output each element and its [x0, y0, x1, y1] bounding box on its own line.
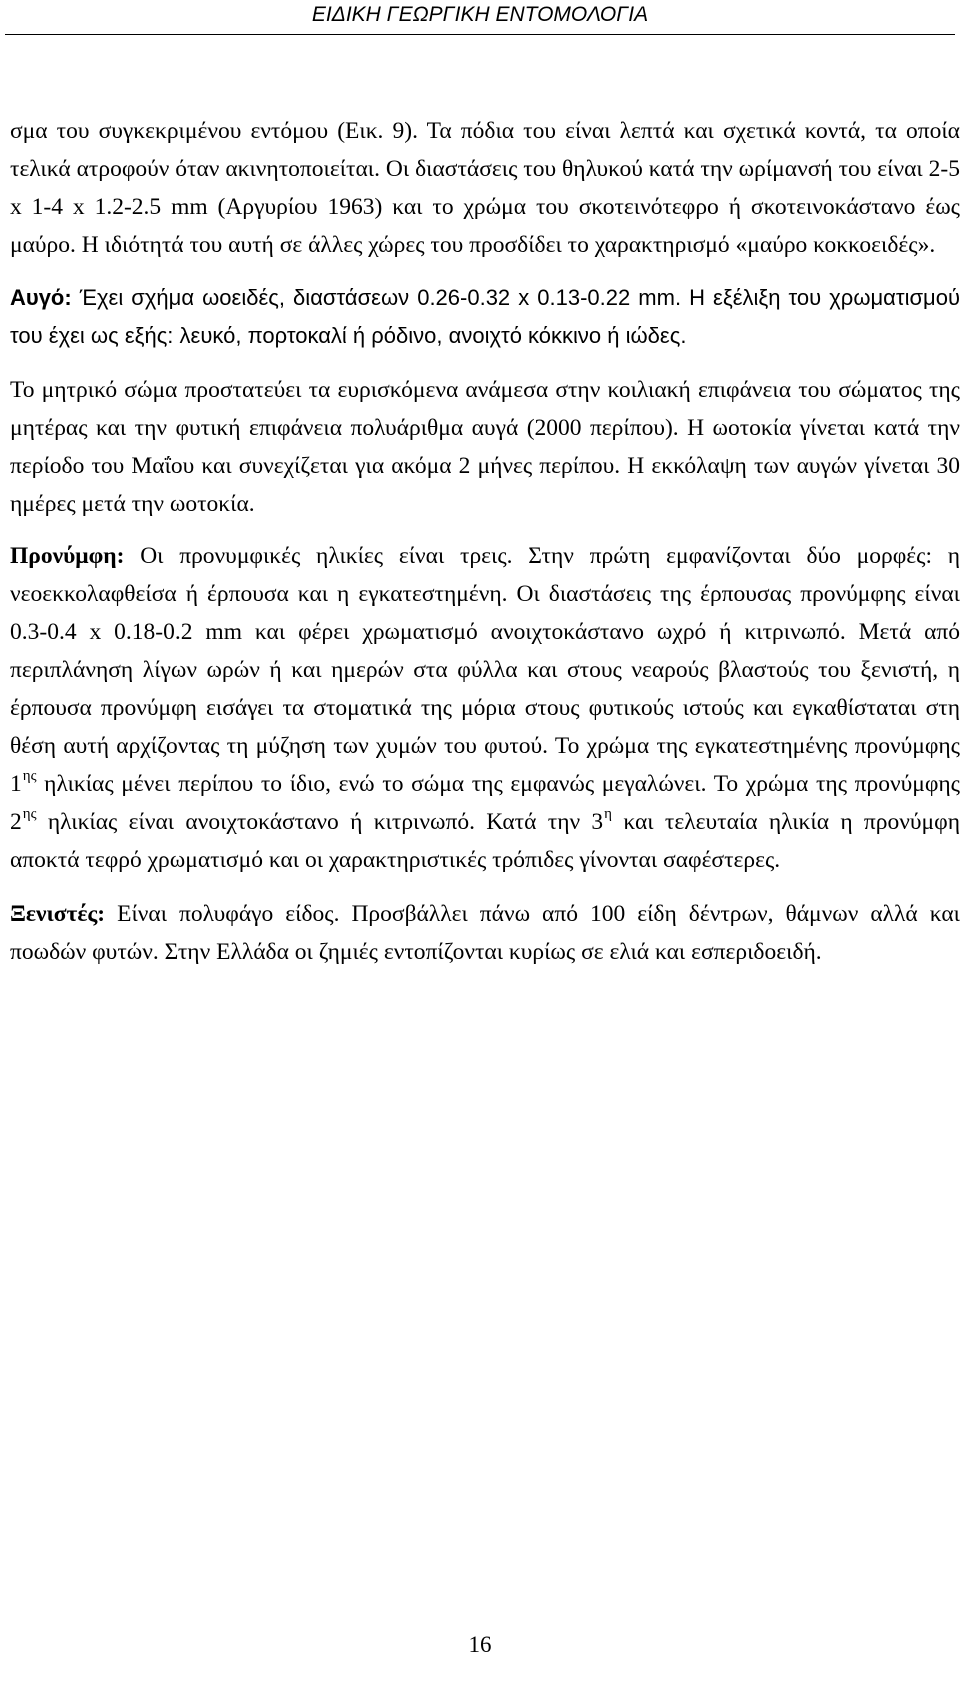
- ordinal-superscript: η: [604, 806, 613, 823]
- page-number: 16: [468, 1632, 492, 1657]
- nymph-label: Προνύμφη:: [10, 543, 125, 569]
- hosts-label: Ξενιστές:: [10, 901, 106, 927]
- nymph-text-part-1: Οι προνυμφικές ηλικίες είναι τρεις. Στην πρώτη εμφανίζονται δύο μορφές: η νεοεκκολαφθείσα ή έρπουσα και η εγκατεστημένη. Οι διαστάσεις της έρπουσας προνύμφης είναι 0.3-0.4 x 0.18-0.2 mm και φέρει χρωματισμό ανοιχτοκάστανο ωχρό ή κιτρινωπό. Μετά από περιπλάνηση λίγων ωρών ή και ημερών στα φύλλα και στους νεαρούς βλαστούς του ξενιστή, η έρπουσα προνύμφη εισάγει τα στοματικά της μόρια στους φυτικούς ιστούς και εγκαθίσταται στη θέση αυτή αρχίζοντας τη μύζηση των χυμών του φυτού. Το χρώμα της εγκατεστημένης προνύμφης 1: [10, 543, 960, 797]
- hosts-text: Είναι πολυφάγο είδος. Προσβάλλει πάνω από 100 είδη δέντρων, θάμνων αλλά και ποωδών φυτών. Στην Ελλάδα οι ζημιές εντοπίζονται κυρίως σε ελιά και εσπεριδοειδή.: [10, 901, 960, 965]
- paragraph-nymph: [10, 537, 960, 879]
- body-text: [10, 112, 960, 971]
- ordinal-superscript: ης: [22, 806, 37, 823]
- nymph-text-part-4: και τελευταία ηλικία η προνύμφη αποκτά τεφρό χρωματισμό και οι χαρακτηριστικές τρόπιδες γίνονται σαφέστερες.: [10, 809, 960, 873]
- paragraph-hosts: [10, 895, 960, 971]
- nymph-text-part-2: ηλικίας μένει περίπου το ίδιο, ενώ το σώμα της εμφανώς μεγαλώνει. Το χρώμα της προνύμφης 2: [10, 771, 960, 835]
- header-divider: [5, 34, 955, 35]
- paragraph-maternal-body: Το μητρικό σώμα προστατεύει τα ευρισκόμενα ανάμεσα στην κοιλιακή επιφάνεια του σώματος της μητέρας και την φυτική επιφάνεια πολυάριθμα αυγά (2000 περίπου). Η ωοτοκία γίνεται κατά την περίοδο του Μαΐου και συνεχίζεται για ακόμα 2 μήνες περίπου. Η εκκόλαψη των αυγών γίνεται 30 ημέρες μετά την ωοτοκία.: [10, 377, 960, 517]
- egg-label: Αυγό:: [10, 285, 72, 310]
- egg-text: Έχει σχήμα ωοειδές, διαστάσεων 0.26-0.32 x 0.13-0.22 mm. Η εξέλιξη του χρωματισμού του έχει ως εξής: λευκό, πορτοκαλί ή ρόδινο, ανοιχτό κόκκινο ή ιώδες.: [10, 285, 960, 348]
- paragraph-description: σμα του συγκεκριμένου εντόμου (Εικ. 9). Τα πόδια του είναι λεπτά και σχετικά κοντά, τα οποία τελικά ατροφούν όταν ακινητοποιείται. Οι διαστάσεις του θηλυκού κατά την ωρίμανσή του είναι 2-5 x 1-4 x 1.2-2.5 mm (Αργυρίου 1963) και το χρώμα του σκοτεινότεφρο ή σκοτεινοκάστανο έως μαύρο. Η ιδιότητά του αυτή σε άλλες χώρες του προσδίδει το χαρακτηρισμό «μαύρο κοκκοειδές».: [10, 118, 960, 258]
- nymph-text-part-3: ηλικίας είναι ανοιχτοκάστανο ή κιτρινωπό. Κατά την 3: [36, 809, 604, 835]
- ordinal-superscript: ης: [22, 768, 37, 785]
- running-header: ΕΙΔΙΚΗ ΓΕΩΡΓΙΚΗ ΕΝΤΟΜΟΛΟΓΙΑ: [311, 3, 649, 26]
- paragraph-egg: [10, 279, 960, 355]
